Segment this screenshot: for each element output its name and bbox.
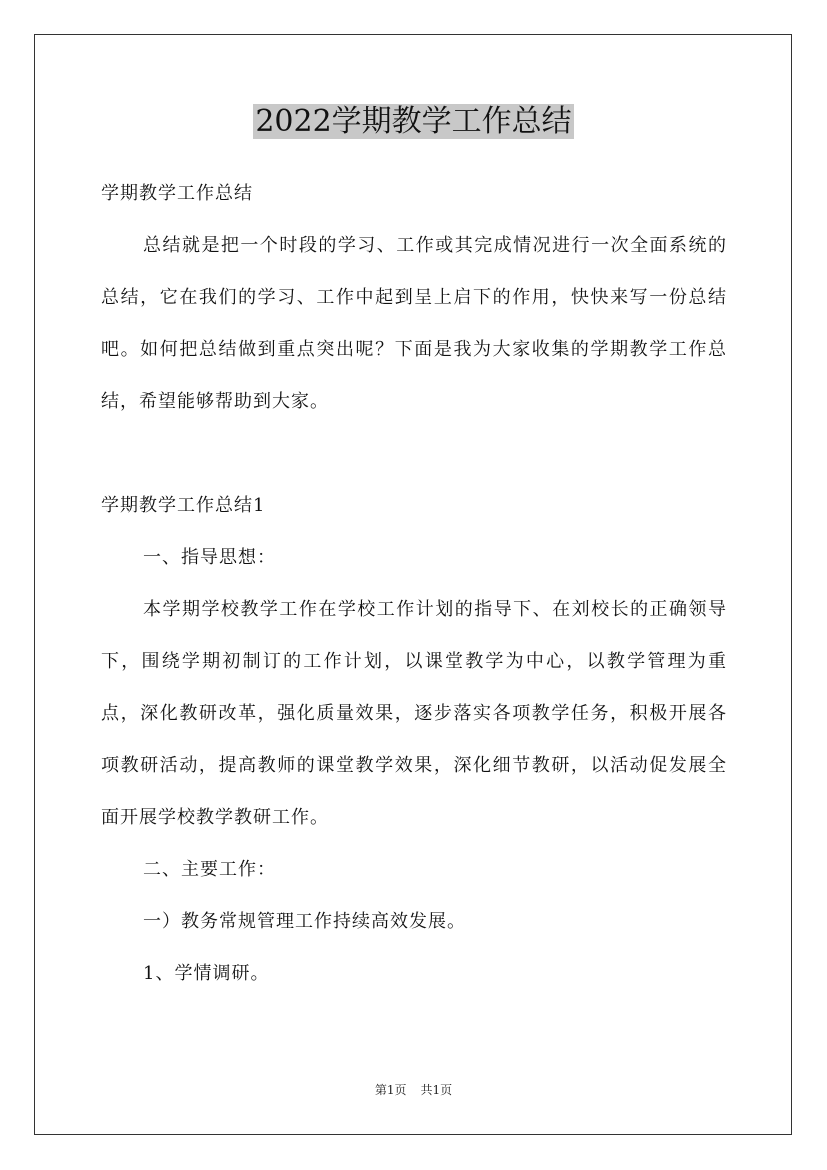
routine-management-heading: 一）教务常规管理工作持续高效发展。 <box>143 911 466 932</box>
page-footer <box>0 1080 827 1100</box>
page-total: 共1页 <box>420 1083 453 1097</box>
document-title-text: 2022学期教学工作总结 <box>255 104 572 139</box>
spacer <box>101 428 727 480</box>
guiding-ideology-paragraph: 本学期学校教学工作在学校工作计划的指导下、在刘校长的正确领导下，围绕学期初制订的工作计划，以课堂教学为中心，以教学管理为重点，深化教研改革，强化质量效果，逐步落实各项教学任务，积极开展各项教研活动，提高教师的课堂教学效果，深化细节教研，以活动促发展全面开展学校教学教研工作。 <box>101 599 727 828</box>
learning-survey-heading: 1、学情调研。 <box>143 963 270 984</box>
section-heading-1: 学期教学工作总结1 <box>101 495 266 516</box>
page-number: 第1页 <box>374 1083 407 1097</box>
main-work-heading: 二、主要工作： <box>143 859 276 880</box>
document-title <box>0 100 827 144</box>
intro-paragraph: 总结就是把一个时段的学习、工作或其完成情况进行一次全面系统的总结，它在我们的学习、工作中起到呈上启下的作用，快快来写一份总结吧。如何把总结做到重点突出呢？下面是我为大家收集的学期教学工作总结，希望能够帮助到大家。 <box>101 235 727 412</box>
section-heading: 学期教学工作总结 <box>101 183 253 204</box>
guiding-ideology-heading: 一、指导思想： <box>143 547 276 568</box>
document-body <box>101 168 727 1000</box>
